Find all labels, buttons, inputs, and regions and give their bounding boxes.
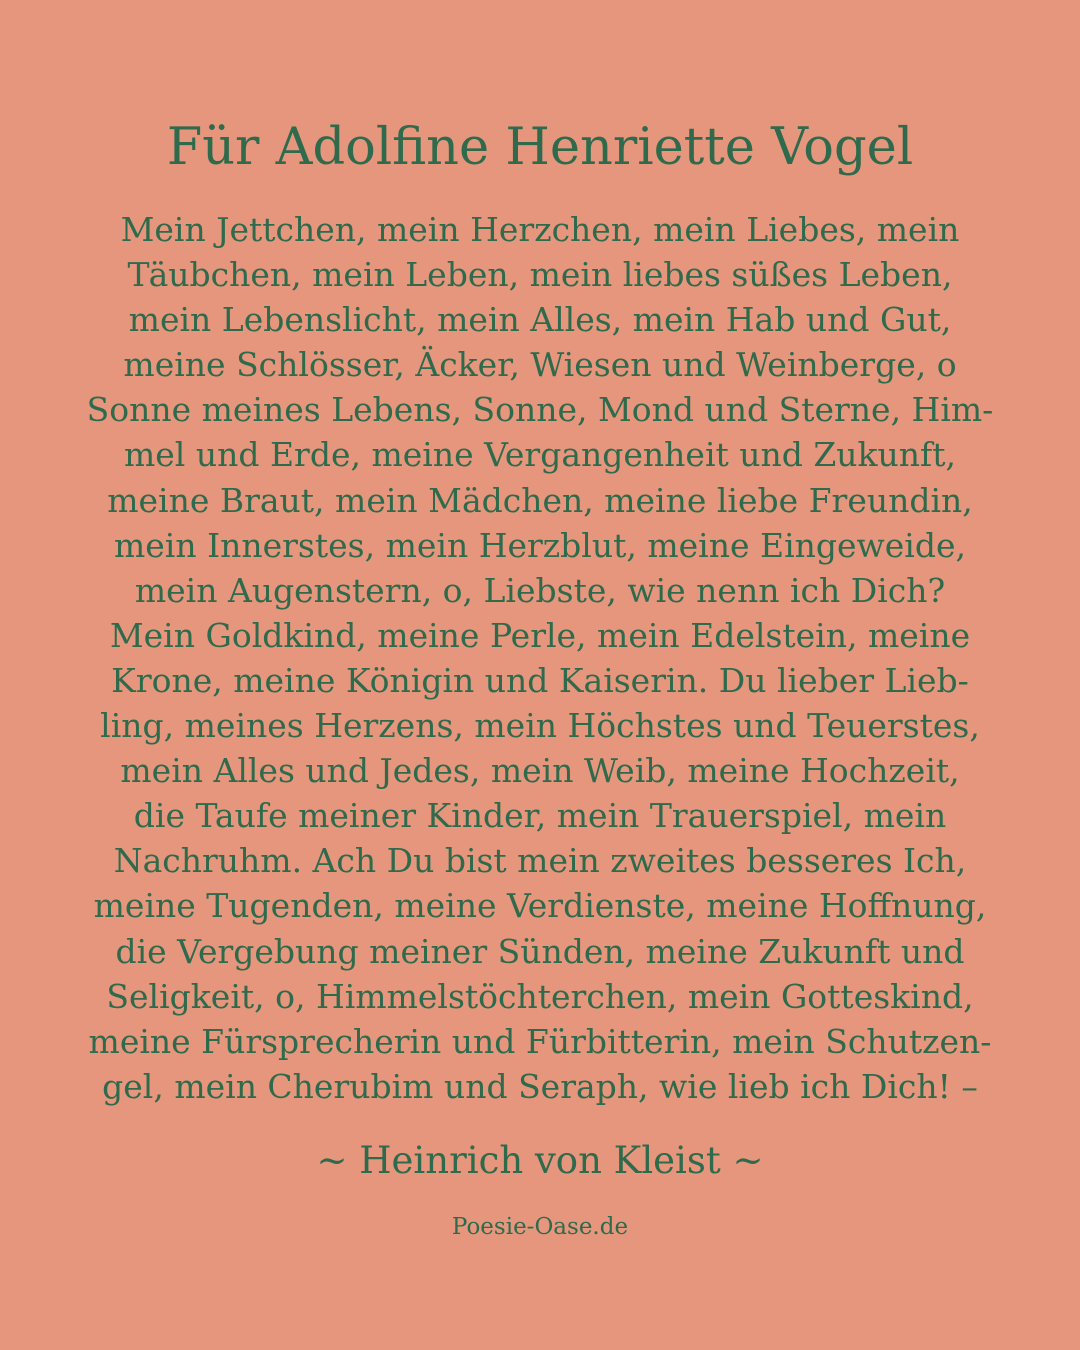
poem-line: meine Fürsprecherin und Fürbitterin, mein Schutzen- xyxy=(88,1021,992,1061)
poem-line: Täubchen, mein Leben, mein liebes süßes Leben, xyxy=(127,255,953,295)
poem-line: mein Lebenslicht, mein Alles, mein Hab und Gut, xyxy=(128,300,952,340)
poem-line: Seligkeit, o, Himmelstöchterchen, mein Gotteskind, xyxy=(106,976,974,1016)
poem-line: Mein Jettchen, mein Herzchen, mein Liebes, mein xyxy=(120,210,960,249)
poem-line: ling, meines Herzens, mein Höchstes und Teuerstes, xyxy=(100,706,980,746)
poem-line: Krone, meine Königin und Kaiserin. Du lieber Lieb- xyxy=(111,660,969,700)
poem-line: meine Tugenden, meine Verdienste, meine Hoffnung, xyxy=(93,886,987,926)
poem-line: Mein Goldkind, meine Perle, mein Edelstein, meine xyxy=(109,615,971,655)
poem-line: die Taufe meiner Kinder, mein Trauerspiel, mein xyxy=(133,796,947,836)
poem-line: mein Innerstes, mein Herzblut, meine Eingeweide, xyxy=(113,525,967,565)
poem-line: mel und Erde, meine Vergangenheit und Zukunft, xyxy=(123,435,957,475)
poem-line: Sonne meines Lebens, Sonne, Mond und Sterne, Him- xyxy=(86,390,994,430)
poem-line: meine Schlösser, Äcker, Wiesen und Weinberge, o xyxy=(123,345,957,385)
poem-line: gel, mein Cherubim und Seraph, wie lieb ich Dich! – xyxy=(102,1066,978,1106)
poem-title: Für Adolfine Henriette Vogel xyxy=(166,118,914,177)
poem-author: ~ Heinrich von Kleist ~ xyxy=(316,1139,764,1182)
poem-line: mein Alles und Jedes, mein Weib, meine Hochzeit, xyxy=(120,751,960,791)
poem-line: Nachruhm. Ach Du bist mein zweites besseres Ich, xyxy=(113,841,967,881)
poem-line: meine Braut, mein Mädchen, meine liebe Freundin, xyxy=(107,480,973,520)
site-credit: Poesie-Oase.de xyxy=(451,1214,629,1240)
poem-line: die Vergebung meiner Sünden, meine Zukunft und xyxy=(115,931,965,971)
poem-body xyxy=(0,207,1080,1109)
poem-line: mein Augenstern, o, Liebste, wie nenn ich Dich? xyxy=(134,570,946,610)
